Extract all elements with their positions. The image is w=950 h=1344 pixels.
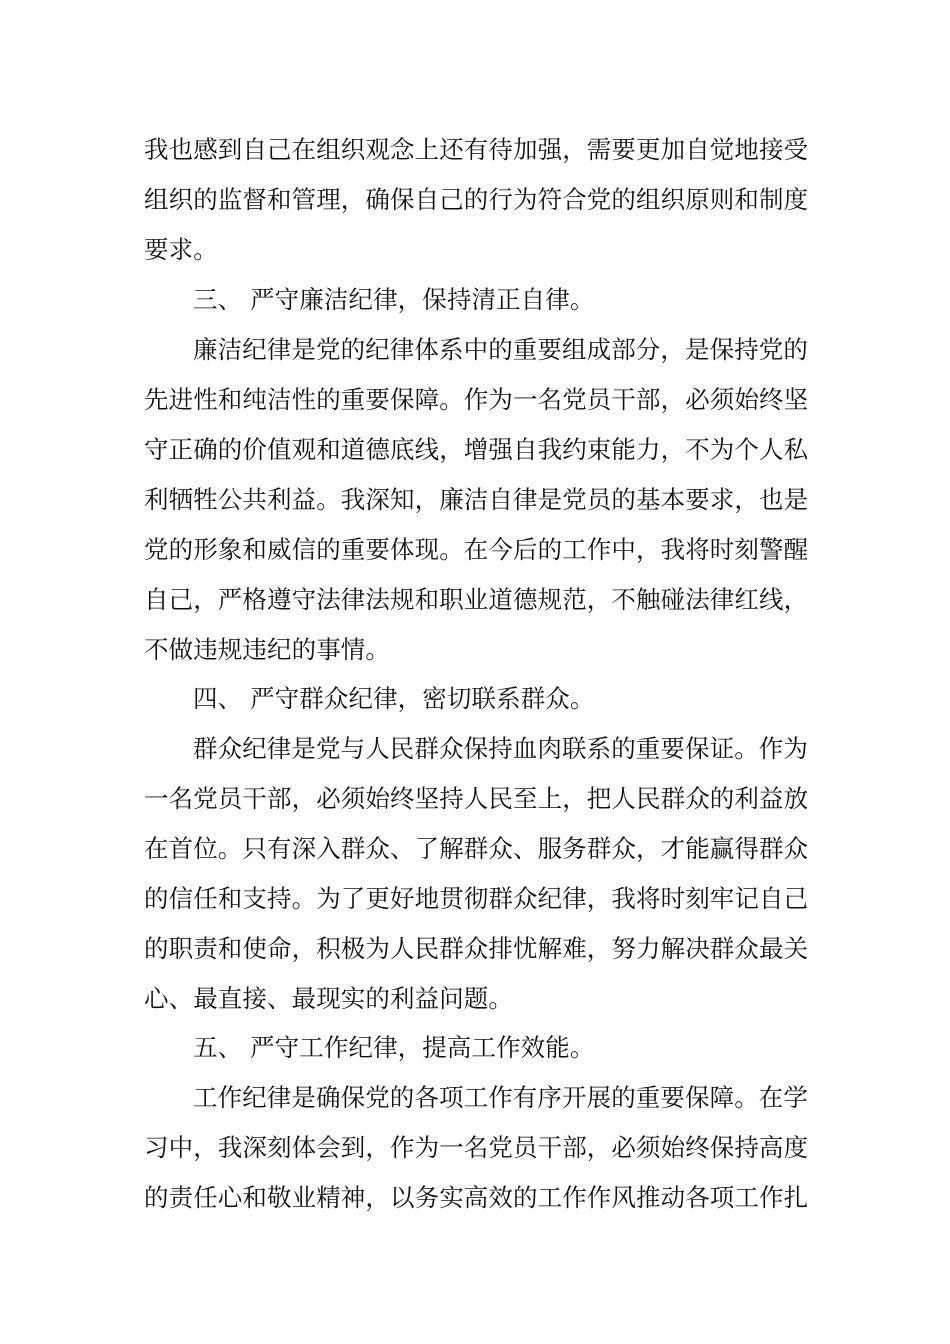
body-text-line: 廉洁纪律是党的纪律体系中的重要组成部分，是保持党的 xyxy=(193,335,808,364)
section-heading-5: 五、 严守工作纪律，提高工作效能。 xyxy=(193,1033,595,1062)
body-text-line: 的职责和使命，积极为人民群众排忧解难，努力解决群众最关 xyxy=(144,934,809,963)
body-text-line: 习中，我深刻体会到，作为一名党员干部，必须始终保持高度 xyxy=(144,1133,809,1162)
body-text-line: 要求。 xyxy=(144,235,218,264)
body-text-line: 一名党员干部，必须始终坚持人民至上，把人民群众的利益放 xyxy=(144,784,809,813)
body-text-line: 的责任心和敬业精神，以务实高效的工作作风推动各项工作扎 xyxy=(144,1183,809,1212)
body-text-line: 不做违规违纪的事情。 xyxy=(144,635,390,664)
body-text-line: 工作纪律是确保党的各项工作有序开展的重要保障。在学 xyxy=(193,1083,808,1112)
body-text-line: 守正确的价值观和道德底线，增强自我约束能力，不为个人私 xyxy=(144,435,809,464)
body-text-line: 自己，严格遵守法律法规和职业道德规范，不触碰法律红线， xyxy=(144,585,809,614)
body-text-line: 先进性和纯洁性的重要保障。作为一名党员干部，必须始终坚 xyxy=(144,385,809,414)
section-heading-4: 四、 严守群众纪律，密切联系群众。 xyxy=(193,684,595,713)
body-text-line: 我也感到自己在组织观念上还有待加强，需要更加自觉地接受 xyxy=(144,135,809,164)
body-text-line: 组织的监督和管理，确保自己的行为符合党的组织原则和制度 xyxy=(144,185,809,214)
body-text-line: 在首位。只有深入群众、了解群众、服务群众，才能赢得群众 xyxy=(144,834,809,863)
body-text-line: 心、最直接、最现实的利益问题。 xyxy=(144,984,513,1013)
body-text-line: 党的形象和威信的重要体现。在今后的工作中，我将时刻警醒 xyxy=(144,535,809,564)
body-text-line: 的信任和支持。为了更好地贯彻群众纪律，我将时刻牢记自己 xyxy=(144,884,809,913)
body-text-line: 利牺牲公共利益。我深知，廉洁自律是党员的基本要求，也是 xyxy=(144,485,809,514)
body-text-line: 群众纪律是党与人民群众保持血肉联系的重要保证。作为 xyxy=(193,734,808,763)
section-heading-3: 三、 严守廉洁纪律，保持清正自律。 xyxy=(193,285,595,314)
